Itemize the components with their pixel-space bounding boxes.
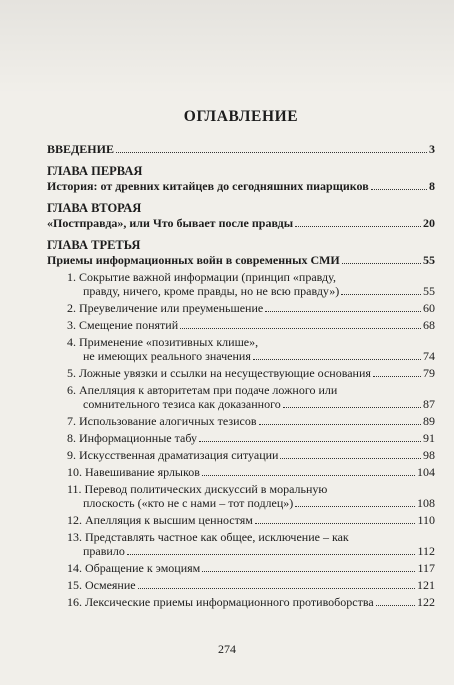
section-page: 110 bbox=[417, 513, 435, 527]
section-page: 122 bbox=[417, 595, 435, 609]
section-page: 121 bbox=[417, 578, 435, 592]
section-page: 79 bbox=[423, 366, 435, 380]
leader-dots bbox=[283, 407, 421, 408]
section-entry[interactable] bbox=[47, 318, 435, 332]
section-entry[interactable] bbox=[47, 578, 435, 592]
section-title: 12. Апелляция к высшим ценностям bbox=[67, 513, 253, 527]
chapter-page: 8 bbox=[429, 179, 435, 193]
chapters-list bbox=[47, 164, 435, 267]
section-title: 7. Использование алогичных тезисов bbox=[67, 414, 257, 428]
section-title-line1: 1. Сокрытие важной информации (принцип «правду, bbox=[67, 270, 336, 284]
section-page: 112 bbox=[417, 544, 435, 558]
section-title-line2: не имеющих реального значения bbox=[83, 349, 251, 363]
chapter-page: 55 bbox=[423, 253, 435, 267]
section-title: 10. Навешивание ярлыков bbox=[67, 465, 200, 479]
leader-dots bbox=[253, 359, 421, 360]
section-entry[interactable] bbox=[47, 448, 435, 462]
leader-dots bbox=[265, 311, 421, 312]
section-entry[interactable] bbox=[47, 383, 435, 411]
section-title: 8. Информационные табу bbox=[67, 431, 197, 445]
section-page: 104 bbox=[417, 465, 435, 479]
chapter-entry[interactable] bbox=[47, 216, 435, 230]
section-page: 68 bbox=[423, 318, 435, 332]
leader-dots bbox=[127, 554, 416, 555]
section-title-line1: 4. Применение «позитивных клише», bbox=[67, 335, 259, 349]
section-page: 55 bbox=[423, 284, 435, 298]
section-page: 98 bbox=[423, 448, 435, 462]
chapter-entry[interactable] bbox=[47, 179, 435, 193]
leader-dots bbox=[180, 328, 421, 329]
chapter-subtitle: Приемы информационных войн в современных СМИ bbox=[47, 253, 340, 267]
section-page: 60 bbox=[423, 301, 435, 315]
leader-dots bbox=[202, 475, 415, 476]
section-title: 5. Ложные увязки и ссылки на несуществующие основания bbox=[67, 366, 371, 380]
section-page: 89 bbox=[423, 414, 435, 428]
section-page: 74 bbox=[423, 349, 435, 363]
leader-dots bbox=[341, 294, 421, 295]
leader-dots bbox=[295, 226, 421, 227]
section-title: 16. Лексические приемы информационного противоборства bbox=[67, 595, 374, 609]
section-title: 2. Преувеличение или преуменьшение bbox=[67, 301, 264, 315]
section-title-line2: правило bbox=[83, 544, 125, 558]
leader-dots bbox=[199, 441, 421, 442]
toc-intro-label: ВВЕДЕНИЕ bbox=[47, 142, 114, 156]
section-entry[interactable] bbox=[47, 270, 435, 298]
section-entry[interactable] bbox=[47, 335, 435, 363]
leader-dots bbox=[202, 571, 415, 572]
toc-page bbox=[47, 108, 435, 609]
toc-intro[interactable] bbox=[47, 142, 435, 156]
section-title-line1: 13. Представлять частное как общее, исключение – как bbox=[67, 530, 349, 544]
section-entry[interactable] bbox=[47, 431, 435, 445]
section-entry[interactable] bbox=[47, 482, 435, 510]
section-title: 14. Обращение к эмоциям bbox=[67, 561, 201, 575]
sections-list bbox=[47, 270, 435, 609]
leader-dots bbox=[342, 263, 421, 264]
leader-dots bbox=[371, 189, 427, 190]
section-page: 87 bbox=[423, 397, 435, 411]
section-entry[interactable] bbox=[47, 561, 435, 575]
section-title: 9. Искусственная драматизация ситуации bbox=[67, 448, 279, 462]
section-entry[interactable] bbox=[47, 465, 435, 479]
chapter-subtitle: История: от древних китайцев до сегодняшних пиарщиков bbox=[47, 179, 369, 193]
leader-dots bbox=[255, 523, 416, 524]
section-title-line2: плоскость («кто не с нами – тот подлец») bbox=[83, 496, 294, 510]
section-page: 108 bbox=[417, 496, 435, 510]
section-entry[interactable] bbox=[47, 366, 435, 380]
chapter-heading: ГЛАВА ПЕРВАЯ bbox=[47, 164, 143, 178]
section-title-line2: правду, ничего, кроме правды, но не всю правду») bbox=[83, 284, 340, 298]
section-title-line2: сомнительного тезиса как доказанного bbox=[83, 397, 281, 411]
leader-dots bbox=[295, 506, 415, 507]
leader-dots bbox=[376, 605, 415, 606]
toc-intro-page: 3 bbox=[429, 142, 435, 156]
section-page: 117 bbox=[417, 561, 435, 575]
leader-dots bbox=[280, 458, 421, 459]
chapter-heading: ГЛАВА ВТОРАЯ bbox=[47, 201, 142, 215]
leader-dots bbox=[138, 588, 415, 589]
leader-dots bbox=[116, 152, 427, 153]
section-page: 91 bbox=[423, 431, 435, 445]
leader-dots bbox=[373, 376, 421, 377]
toc-title: ОГЛАВЛЕНИЕ bbox=[183, 108, 299, 125]
section-entry[interactable] bbox=[47, 301, 435, 315]
chapter-heading: ГЛАВА ТРЕТЬЯ bbox=[47, 238, 141, 252]
section-title: 15. Осмеяние bbox=[67, 578, 136, 592]
page-number: 274 bbox=[218, 642, 236, 656]
section-entry[interactable] bbox=[47, 513, 435, 527]
chapter-subtitle: «Постправда», или Что бывает после правды bbox=[47, 216, 294, 230]
bleed-through-text bbox=[0, 0, 454, 95]
chapter-page: 20 bbox=[423, 216, 435, 230]
leader-dots bbox=[259, 424, 421, 425]
chapter-entry[interactable] bbox=[47, 253, 435, 267]
section-title-line1: 11. Перевод политических дискуссий в моральную bbox=[67, 482, 328, 496]
section-entry[interactable] bbox=[47, 595, 435, 609]
section-title-line1: 6. Апелляция к авторитетам при подаче ложного или bbox=[67, 383, 338, 397]
section-entry[interactable] bbox=[47, 414, 435, 428]
section-entry[interactable] bbox=[47, 530, 435, 558]
section-title: 3. Смещение понятий bbox=[67, 318, 179, 332]
